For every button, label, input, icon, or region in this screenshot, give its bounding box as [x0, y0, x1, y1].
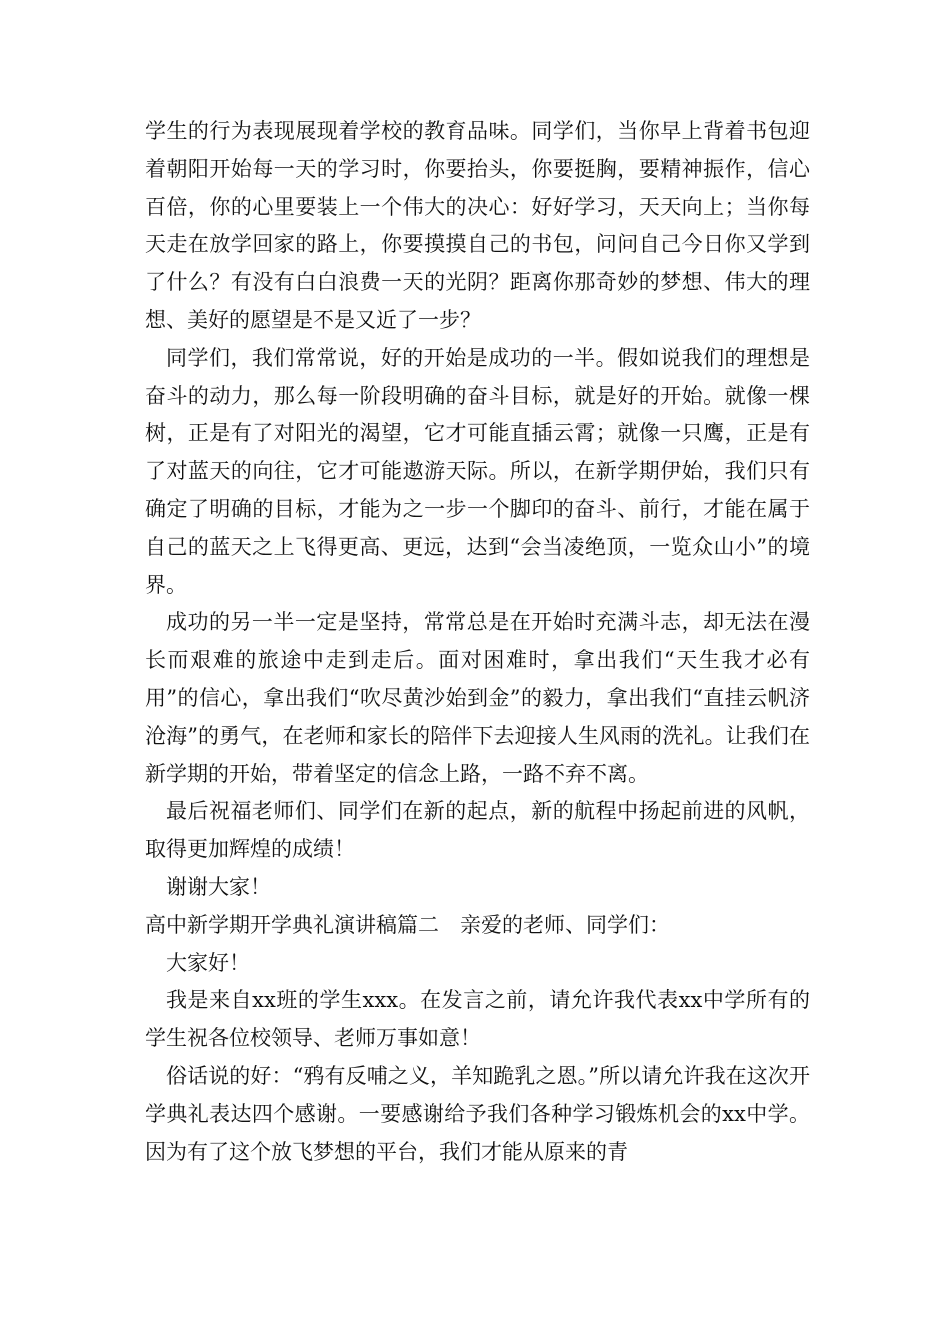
paragraph-gratitude: 俗话说的好：“鸦有反哺之义，羊知跪乳之恩。”所以请允许我在这次开学典礼表达四个感谢。一要感谢给予我们各种学习锻炼机会的xx中学。因为有了这个放飞梦想的平台，我们才能从原来的青 [145, 1063, 810, 1164]
paragraph-good-start: 同学们，我们常常说，好的开始是成功的一半。假如说我们的理想是奋斗的动力，那么每一阶段明确的奋斗目标，就是好的开始。就像一棵树，正是有了对阳光的渴望，它才可能直插云霄；就像一只鹰，正是有了对蓝天的向往，它才可能遨游天际。所以，在新学期伊始，我们只有确定了明确的目标，才能为之一步一个脚印的奋斗、前行，才能在属于自己的蓝天之上飞得更高、更远，达到“会当凌绝顶，一览众山小”的境界。 [145, 345, 810, 597]
section-heading-part-two: 高中新学期开学典礼演讲稿篇二 亲爱的老师、同学们： [145, 912, 670, 937]
paragraph-blessing: 最后祝福老师们、同学们在新的起点，新的航程中扬起前进的风帆，取得更加辉煌的成绩！ [145, 799, 810, 862]
paragraph-introduction: 我是来自xx班的学生xxx。在发言之前，请允许我代表xx中学所有的学生祝各位校领导、老师万事如意！ [145, 988, 810, 1051]
paragraph-greeting: 大家好！ [166, 950, 250, 975]
paragraph-thanks: 谢谢大家！ [166, 874, 271, 899]
paragraph-persistence: 成功的另一半一定是坚持，常常总是在开始时充满斗志，却无法在漫长而艰难的旅途中走到走后。面对困难时，拿出我们“天生我才必有用”的信心，拿出我们“吹尽黄沙始到金”的毅力，拿出我们“直挂云帆济沧海”的勇气，在老师和家长的陪伴下去迎接人生风雨的洗礼。让我们在新学期的开始，带着坚定的信念上路，一路不弃不离。 [145, 610, 810, 786]
paragraph-behavior: 学生的行为表现展现着学校的教育品味。同学们，当你早上背着书包迎着朝阳开始每一天的学习时，你要抬头，你要挺胸，要精神振作，信心百倍，你的心里要装上一个伟大的决心：好好学习，天天向上；当你每天走在放学回家的路上，你要摸摸自己的书包，问问自己今日你又学到了什么？有没有白白浪费一天的光阴？距离你那奇妙的梦想、伟大的理想、美好的愿望是不是又近了一步？ [145, 119, 810, 332]
document-page [145, 113, 810, 1171]
